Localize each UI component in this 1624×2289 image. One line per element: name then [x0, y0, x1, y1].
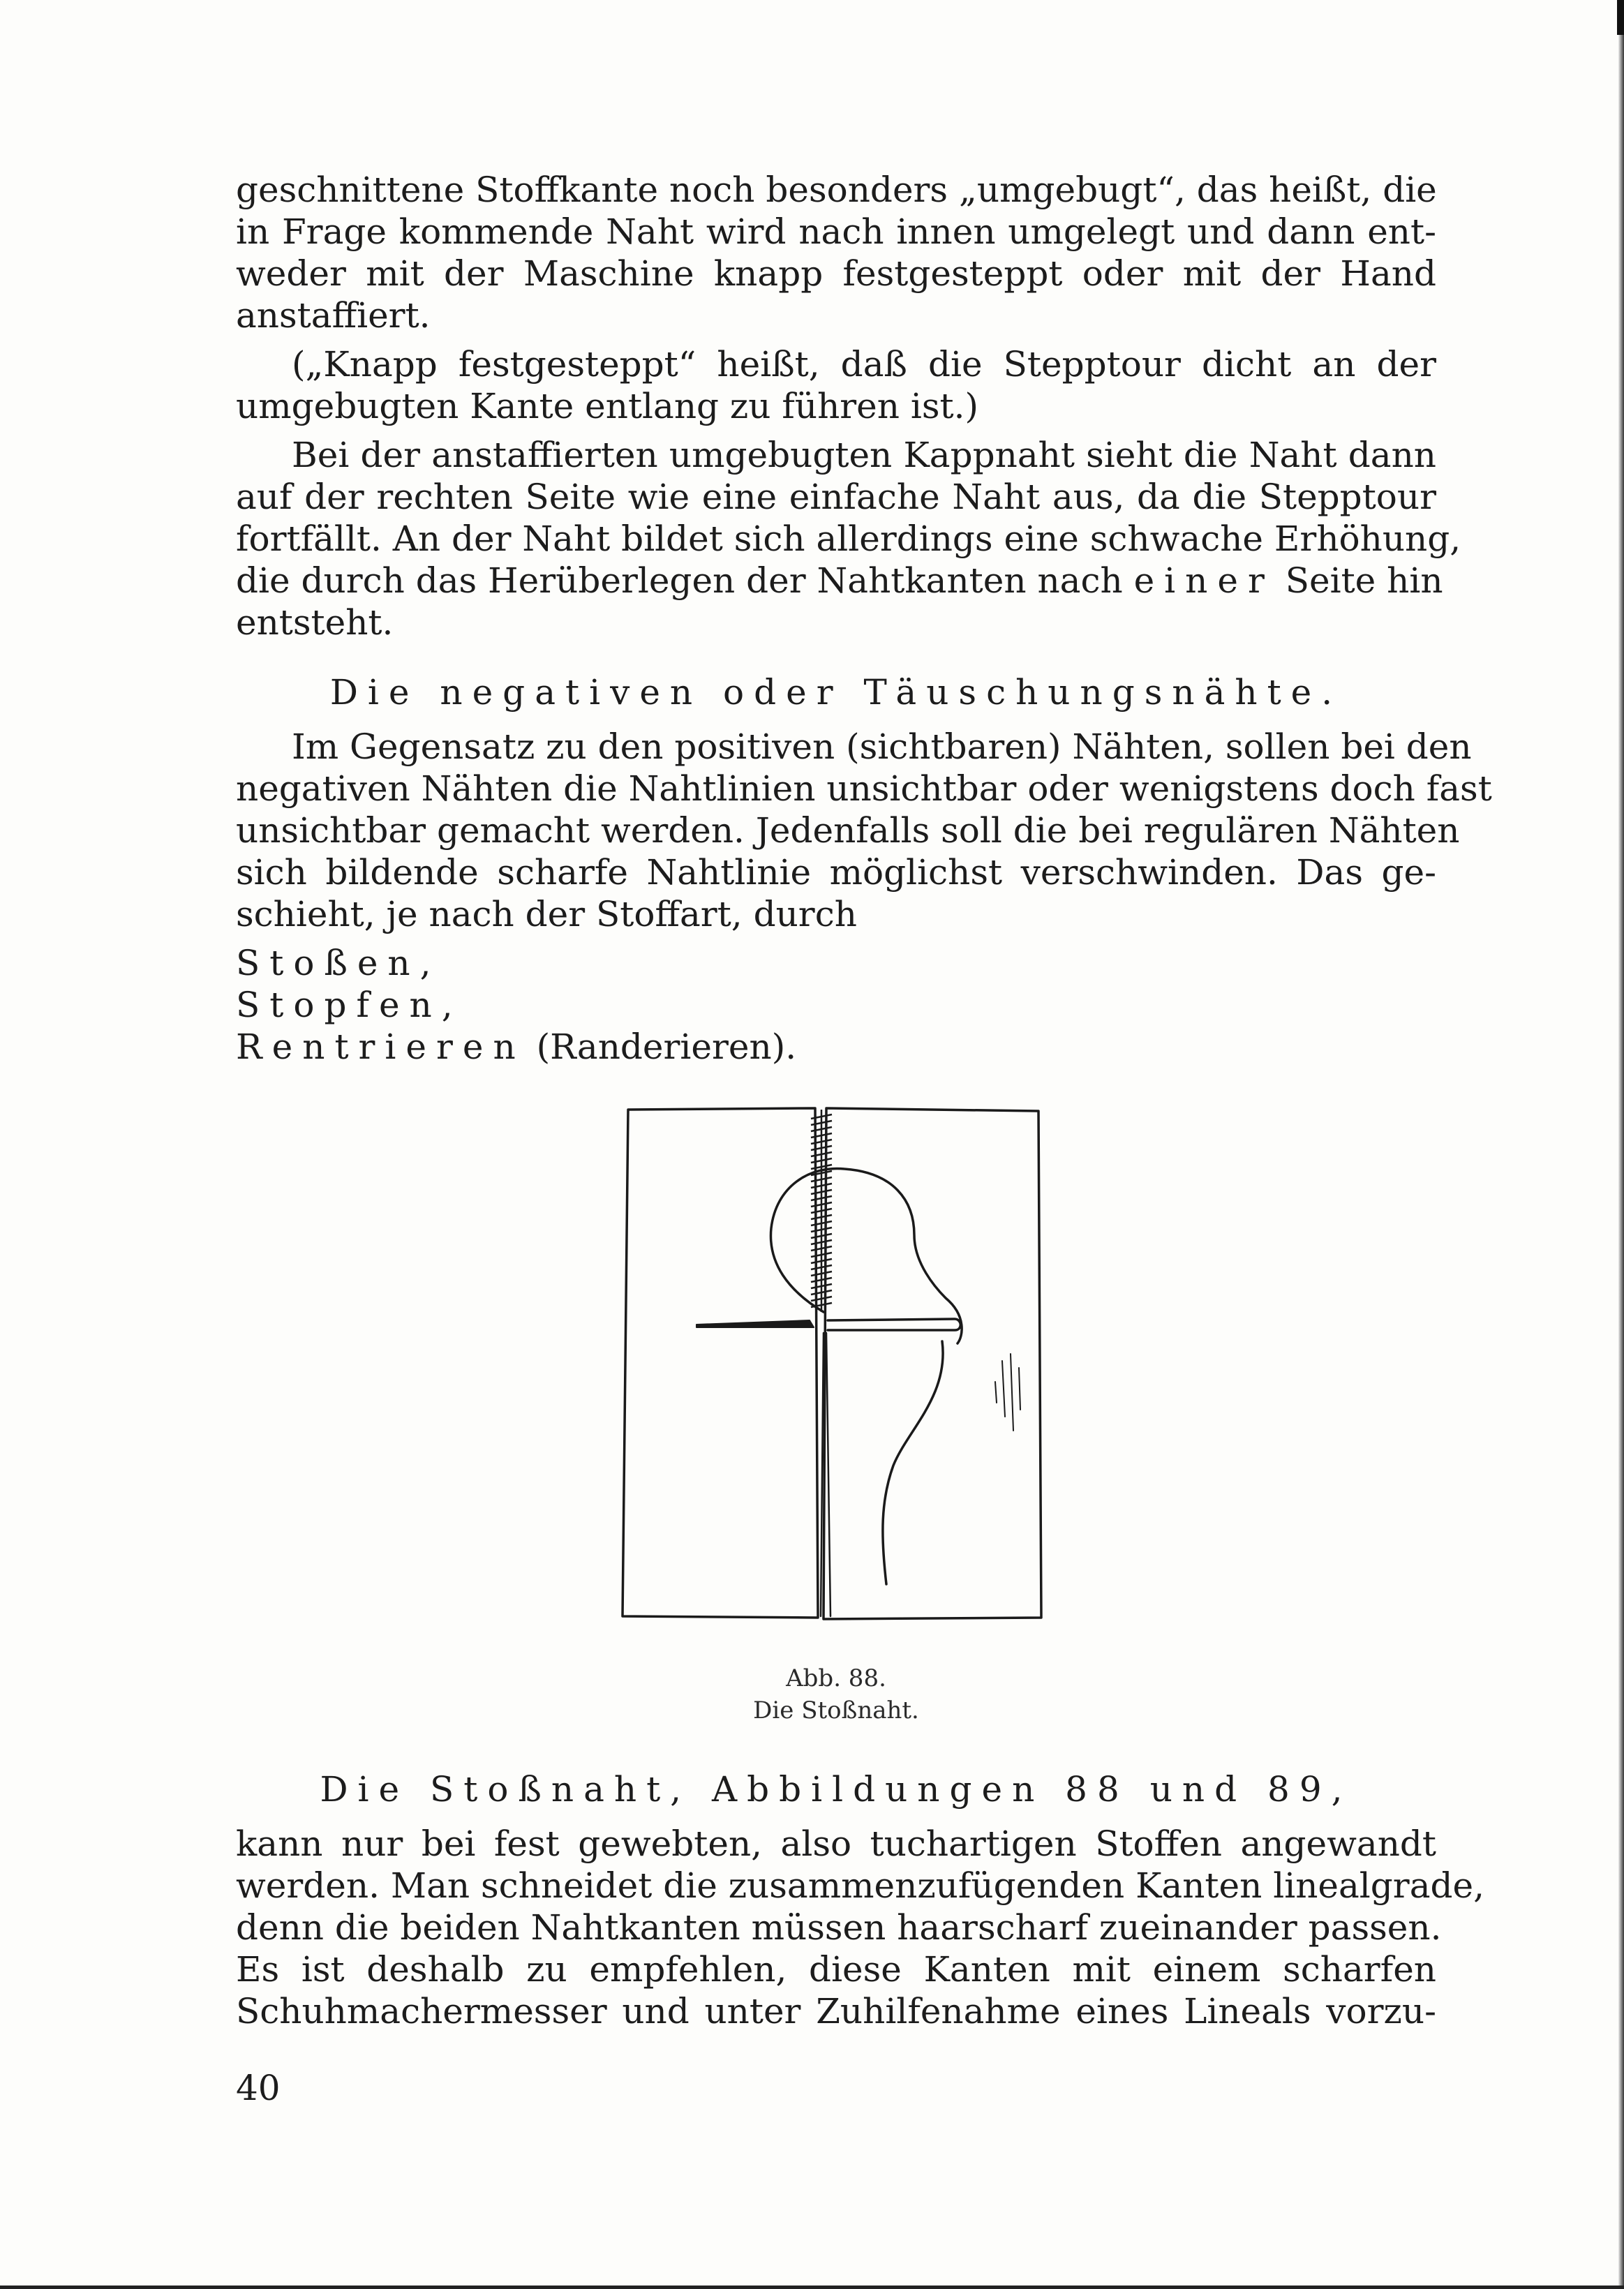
text-line: anstaffiert.	[236, 295, 431, 336]
text-line: negativen Nähten die Nahtlinien unsichtbar oder wenigstens doch fast	[236, 768, 1492, 809]
paragraph-kappnaht	[236, 434, 1461, 643]
method-list	[236, 942, 1436, 1068]
fabric-right-outline	[824, 1108, 1041, 1619]
stossnaht-illustration	[614, 1103, 1047, 1633]
text-fragment: Seite hin	[1274, 560, 1443, 601]
paragraph-stossnaht	[236, 1823, 1484, 2032]
text-line: umgebugten Kante entlang zu führen ist.)	[236, 386, 979, 426]
page-right-edge	[1618, 0, 1624, 2289]
list-item	[236, 1026, 1436, 1068]
hatch-mark	[1011, 1354, 1013, 1431]
thread-loop	[770, 1168, 962, 1343]
list-item	[236, 942, 1436, 984]
text-line: Es ist deshalb zu empfehlen, diese Kanten mit einem scharfen	[236, 1949, 1436, 1990]
hatch-mark	[1019, 1368, 1020, 1410]
paragraph-umgebugt	[236, 169, 1436, 336]
text-line: schieht, je nach der Stoffart, durch	[236, 894, 857, 934]
paragraph-knapp-festgesteppt	[236, 343, 1436, 427]
page-bottom-edge	[0, 2286, 1624, 2289]
text-line: kann nur bei fest gewebten, also tuchartigen Stoffen angewandt	[236, 1824, 1436, 1864]
text-line: Im Gegensatz zu den positiven (sichtbaren) Nähten, sollen bei den	[292, 726, 1472, 767]
text-line: in Frage kommende Naht wird nach innen umgelegt und dann ent-	[236, 211, 1436, 252]
hatch-mark	[995, 1382, 997, 1403]
text-line: Bei der anstaffierten umgebugten Kappnaht sieht die Naht dann	[292, 435, 1436, 475]
text-line: denn die beiden Nahtkanten müssen haarscharf zueinander passen.	[236, 1907, 1442, 1948]
emphasized-word: einer	[1133, 560, 1274, 601]
text-line: unsichtbar gemacht werden. Jedenfalls soll die bei regulären Nähten	[236, 810, 1460, 851]
page-corner-mark	[1617, 0, 1624, 35]
fabric-left-outline	[623, 1108, 818, 1618]
figure-caption-title: Die Stoßnaht.	[753, 1697, 919, 1724]
list-item	[236, 984, 1436, 1026]
text-line: Schuhmachermesser und unter Zuhilfenahme eines Lineals vorzu-	[236, 1991, 1436, 2031]
needle-eye-end	[828, 1319, 960, 1330]
thread-tail	[883, 1341, 943, 1584]
list-item-term: Stoßen,	[236, 943, 441, 983]
list-item-term: Rentrieren	[236, 1027, 526, 1067]
text-line: weder mit der Maschine knapp festgesteppt oder mit der Hand	[236, 253, 1436, 294]
text-line: sich bildende scharfe Nahtlinie möglichst verschwinden. Das ge-	[236, 852, 1436, 893]
text-line: geschnittene Stoffkante noch besonders „umgebugt“, das heißt, die	[236, 170, 1437, 210]
section-heading-negative-naehte: Die negativen oder Täuschungsnähte.	[329, 672, 1343, 713]
text-line: fortfällt. An der Naht bildet sich allerdings eine schwache Erhöhung,	[236, 519, 1461, 559]
hatch-mark	[1002, 1361, 1005, 1417]
figure-caption-number: Abb. 88.	[786, 1664, 886, 1692]
page-number: 40	[236, 2068, 281, 2108]
text-line: auf der rechten Seite wie eine einfache Naht aus, da die Stepptour	[236, 477, 1436, 517]
needle	[696, 1320, 814, 1327]
paragraph-negative-naehte	[236, 726, 1492, 935]
text-line: („Knapp festgesteppt“ heißt, daß die Stepptour dicht an der	[292, 344, 1436, 385]
text-line: werden. Man schneidet die zusammenzufügenden Kanten linealgrade,	[236, 1865, 1484, 1906]
list-item-term: Stopfen,	[236, 985, 463, 1025]
section-heading-stossnaht: Die Stoßnaht, Abbildungen 88 und 89,	[320, 1769, 1353, 1810]
list-item-note: (Randerieren).	[525, 1027, 797, 1067]
text-line-with-emphasis	[236, 560, 1443, 602]
text-line: entsteht.	[236, 602, 394, 643]
text-fragment: die durch das Herüberlegen der Nahtkanten nach	[236, 560, 1134, 601]
